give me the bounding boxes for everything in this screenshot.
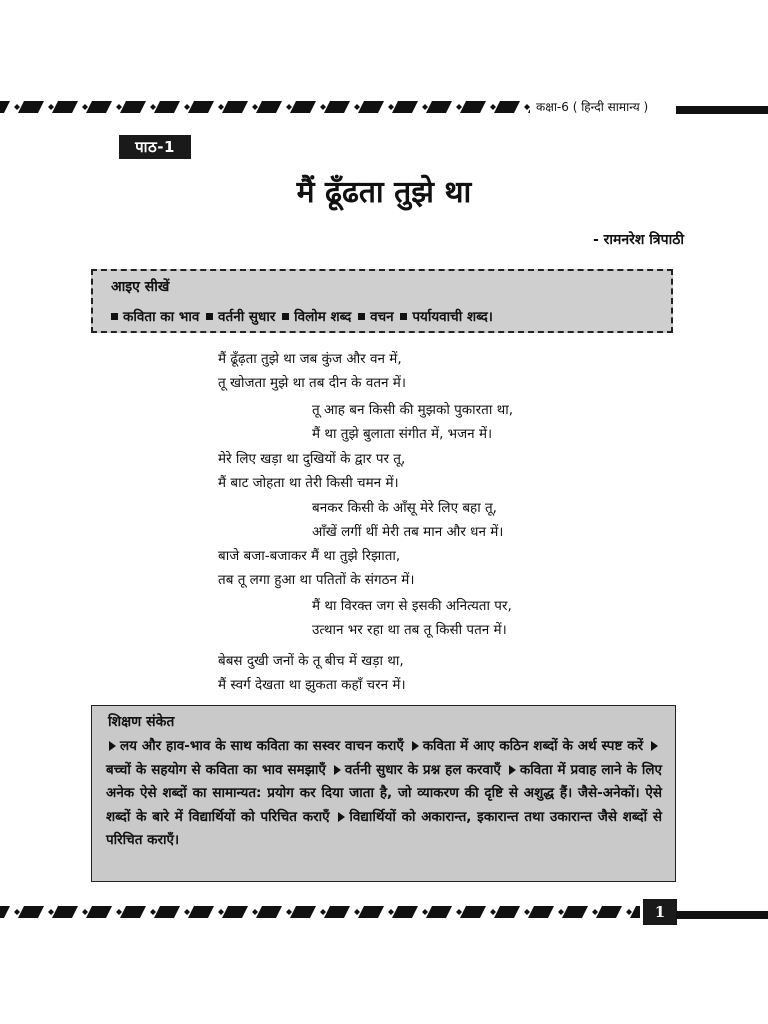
square-bullet-icon (206, 313, 213, 320)
top-band-tail (676, 101, 768, 113)
square-bullet-icon (282, 313, 289, 320)
poem-line: बनकर किसी के आँसू मेरे लिए बहा तू, (312, 500, 497, 516)
triangle-bullet-icon (338, 812, 345, 822)
bottom-band-tail (676, 906, 768, 918)
bottom-decorative-band (0, 906, 640, 918)
poem-line: मेरे लिए खड़ा था दुखियों के द्वार पर तू, (218, 451, 406, 467)
poem-author: - रामनरेश त्रिपाठी (593, 232, 684, 248)
poem-line: आँखें लगीं थीं मेरी तब मान और धन में। (312, 524, 504, 540)
poem-line: बेबस दुखी जनों के तू बीच में खड़ा था, (218, 653, 404, 669)
top-decorative-band (0, 101, 530, 113)
poem-line: मैं ढूँढ़ता तुझे था जब कुंज और वन में, (218, 351, 402, 367)
triangle-bullet-icon (334, 765, 341, 775)
poem-title: मैं ढूँढता तुझे था (296, 175, 472, 210)
square-bullet-icon (400, 313, 407, 320)
triangle-bullet-icon (651, 741, 658, 751)
triangle-bullet-icon (109, 741, 116, 751)
lesson-tag: पाठ-1 (119, 135, 191, 159)
teaching-point: बच्चों के सहयोग से कविता का भाव समझाएँ (106, 761, 326, 778)
poem-line: उत्थान भर रहा था तब तू किसी पतन में। (312, 622, 507, 638)
teaching-point: विद्यार्थियों को अकारान्त, इकारान्त तथा उकारान्त जैसे शब्दों से परिचित कराएँ। (106, 808, 662, 848)
teaching-point: कविता में आए कठिन शब्दों के अर्थ स्पष्ट करें (422, 738, 644, 754)
teaching-notes-box (91, 705, 676, 882)
square-bullet-icon (111, 313, 118, 320)
class-label: कक्षा-6 ( हिन्दी सामान्य ) (536, 100, 649, 114)
teaching-point: वर्तनी सुधार के प्रश्न हल करवाएँ (344, 761, 501, 778)
learning-objectives-box (91, 269, 673, 333)
page-number: 1 (643, 899, 677, 925)
learning-item: पर्यायवाची शब्द। (412, 309, 493, 325)
learning-item: वचन (370, 309, 394, 325)
learning-item: कविता का भाव (123, 309, 200, 325)
learning-item: वर्तनी सुधार (218, 309, 276, 325)
triangle-bullet-icon (509, 765, 516, 775)
triangle-bullet-icon (412, 741, 419, 751)
teaching-point: कविता में प्रवाह लाने के लिए अनेक ऐसे शब्दों का सामान्यत: प्रयोग कर दिया जाता है, जो व्याकरण की दृष्टि से अशुद्ध हैं। जैसे-अनेकों। ऐसे शब्दों के बारे में विद्यार्थियों को परिचित कराएँ (106, 761, 663, 825)
poem-line: मैं बाट जोहता था तेरी किसी चमन में। (218, 475, 399, 491)
poem-line: मैं था विरक्त जग से इसकी अनित्यता पर, (312, 598, 512, 614)
poem-line: मैं था तुझे बुलाता संगीत में, भजन में। (312, 426, 493, 442)
square-bullet-icon (358, 313, 365, 320)
learning-item: विलोम शब्द (294, 309, 352, 325)
teaching-heading: शिक्षण संकेत (108, 714, 175, 730)
poem-line: तू आह बन किसी की मुझको पुकारता था, (312, 402, 514, 418)
learning-heading: आइए सीखें (111, 279, 170, 295)
teaching-text (106, 735, 662, 853)
teaching-point: लय और हाव-भाव के साथ कविता का सस्वर वाचन कराएँ (120, 738, 404, 754)
poem-line: मैं स्वर्ग देखता था झुकता कहाँ चरन में। (218, 677, 406, 693)
learning-items (109, 307, 493, 325)
poem-line: बाजे बजा-बजाकर मैं था तुझे रिझाता, (218, 548, 401, 564)
poem-line: तू खोजता मुझे था तब दीन के वतन में। (218, 375, 406, 391)
poem-line: तब तू लगा हुआ था पतितों के संगठन में। (218, 572, 415, 588)
